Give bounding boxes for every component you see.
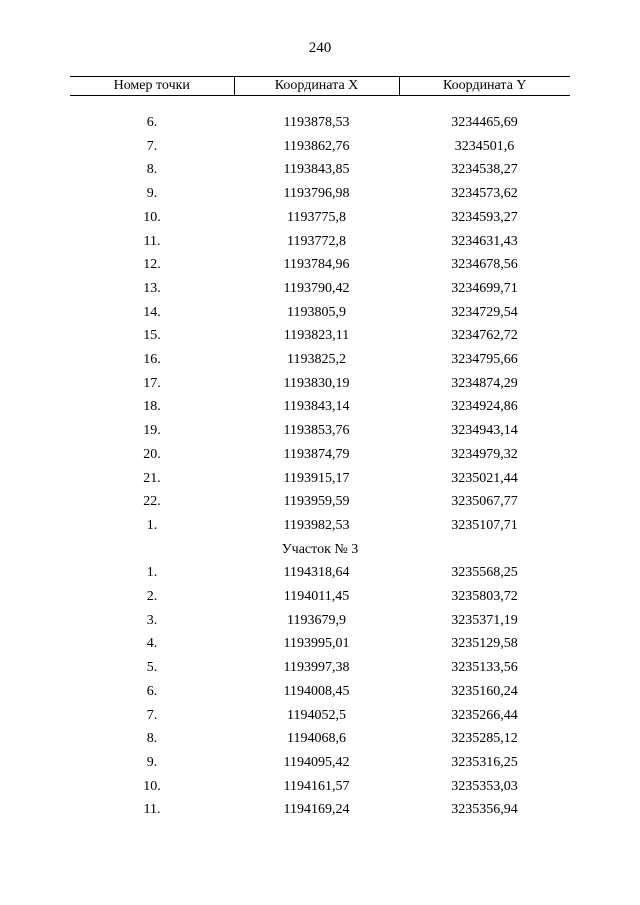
section-header-row (70, 538, 570, 562)
coordinate-x-cell: 1194008,45 (283, 683, 350, 699)
point-number-cell: 8. (146, 162, 158, 178)
coordinate-y-cell: 3235316,25 (451, 754, 518, 770)
coordinate-x-cell: 1194011,45 (283, 589, 350, 605)
header-row (70, 77, 570, 96)
coordinate-y-cell: 3234631,43 (451, 233, 518, 249)
coordinate-y-cell: 3235107,71 (451, 517, 518, 533)
point-number-cell: 12. (143, 257, 161, 273)
point-number-cell: 16. (143, 352, 161, 368)
point-number-cell: 10. (143, 778, 161, 794)
table-row (70, 111, 570, 135)
table-header (70, 77, 570, 96)
coordinate-y-cell: 3234593,27 (451, 209, 518, 225)
point-number-cell: 13. (143, 280, 161, 296)
coordinate-x-cell: 1193784,96 (283, 257, 350, 273)
table-row (70, 798, 570, 822)
coordinate-y-cell: 3234924,86 (451, 399, 518, 415)
point-number-cell: 7. (146, 138, 158, 154)
point-number-cell: 4. (146, 636, 158, 652)
point-number-cell: 2. (146, 589, 158, 605)
point-number-cell: 5. (146, 660, 158, 676)
coordinate-y-cell: 3235803,72 (451, 589, 518, 605)
table-row (70, 632, 570, 656)
point-number-cell: 11. (143, 802, 161, 818)
header-point-number: Номер точки (70, 77, 234, 96)
point-number-cell: 6. (146, 115, 158, 130)
coordinate-x-cell: 1193853,76 (283, 423, 350, 439)
coordinate-x-cell: 1193775,8 (287, 209, 346, 225)
table-row (70, 656, 570, 680)
coordinate-y-cell: 3235356,94 (451, 802, 518, 818)
section-label: Участок № 3 (281, 541, 359, 557)
table-row (70, 253, 570, 277)
table-row (70, 395, 570, 419)
point-number-cell: 3. (146, 612, 158, 628)
coordinate-y-cell: 3234795,66 (451, 352, 518, 368)
point-number-cell: 8. (146, 731, 158, 747)
coordinate-x-cell: 1193796,98 (283, 186, 350, 202)
coordinate-x-cell: 1193959,59 (283, 494, 350, 510)
table-row (70, 680, 570, 704)
coordinate-x-cell: 1193772,8 (287, 233, 346, 249)
point-number-cell: 22. (143, 494, 161, 510)
coordinate-x-cell: 1193679,9 (287, 612, 346, 628)
table-row (70, 585, 570, 609)
header-coordinate-y: Координата Y (399, 77, 570, 96)
table-row (70, 443, 570, 467)
coordinate-x-cell: 1194318,64 (283, 565, 350, 581)
coordinate-y-cell: 3234699,71 (451, 280, 518, 296)
coordinate-y-cell: 3235371,19 (451, 612, 518, 628)
coordinate-x-cell: 1193790,42 (283, 280, 350, 296)
coordinate-y-cell: 3235160,24 (451, 683, 518, 699)
point-number-cell: 14. (143, 304, 161, 320)
coordinates-table (70, 76, 570, 822)
coordinate-y-cell: 3234573,62 (451, 186, 518, 202)
table-row (70, 182, 570, 206)
point-number-cell: 1. (146, 565, 158, 581)
table-row (70, 301, 570, 325)
table-row (70, 775, 570, 799)
coordinate-x-cell: 1193878,53 (283, 115, 350, 130)
coordinate-x-cell: 1193843,85 (283, 162, 350, 178)
table-row (70, 727, 570, 751)
coordinate-x-cell: 1194169,24 (283, 802, 350, 818)
table-body (70, 96, 570, 823)
table-row (70, 514, 570, 538)
point-number-cell: 1. (146, 517, 158, 533)
point-number-cell: 19. (143, 423, 161, 439)
coordinate-y-cell: 3235568,25 (451, 565, 518, 581)
table-row (70, 419, 570, 443)
table-row (70, 561, 570, 585)
coordinate-x-cell: 1193823,11 (283, 328, 350, 344)
coordinate-x-cell: 1193995,01 (283, 636, 350, 652)
point-number-cell: 9. (146, 186, 158, 202)
coordinate-y-cell: 3235067,77 (451, 494, 518, 510)
table-row (70, 609, 570, 633)
point-number-cell: 11. (143, 233, 161, 249)
coordinate-x-cell: 1194161,57 (283, 778, 350, 794)
table-row (70, 704, 570, 728)
coordinate-y-cell: 3234762,72 (451, 328, 518, 344)
coordinate-y-cell: 3234678,56 (451, 257, 518, 273)
coordinate-x-cell: 1193805,9 (287, 304, 346, 320)
coordinate-x-cell: 1193843,14 (283, 399, 350, 415)
coordinate-x-cell: 1193874,79 (283, 446, 350, 462)
coordinate-y-cell: 3234943,14 (451, 423, 518, 439)
header-coordinate-x: Координата X (234, 77, 399, 96)
coordinate-y-cell: 3234501,6 (454, 138, 515, 154)
table-row (70, 158, 570, 182)
point-number-cell: 21. (143, 470, 161, 486)
coordinate-x-cell: 1193915,17 (283, 470, 350, 486)
table-row (70, 467, 570, 491)
point-number-cell: 6. (146, 683, 158, 699)
coordinate-x-cell: 1194095,42 (283, 754, 350, 770)
spacer-row (70, 96, 570, 112)
page-number: 240 (308, 40, 332, 56)
coordinate-y-cell: 3234729,54 (451, 304, 518, 320)
point-number-cell: 7. (146, 707, 158, 723)
coordinate-y-cell: 3235021,44 (451, 470, 518, 486)
table-row (70, 372, 570, 396)
table-row (70, 324, 570, 348)
coordinate-x-cell: 1193862,76 (283, 138, 350, 154)
coordinate-x-cell: 1193982,53 (283, 517, 350, 533)
table-row (70, 751, 570, 775)
coordinate-x-cell: 1193825,2 (287, 352, 346, 368)
coordinate-y-cell: 3235285,12 (451, 731, 518, 747)
table-row (70, 230, 570, 254)
table-row (70, 277, 570, 301)
table-row (70, 348, 570, 372)
point-number-cell: 10. (143, 209, 161, 225)
coordinate-y-cell: 3234979,32 (451, 446, 518, 462)
coordinate-y-cell: 3234538,27 (451, 162, 518, 178)
coordinate-y-cell: 3234465,69 (451, 115, 518, 130)
point-number-cell: 18. (143, 399, 161, 415)
table-row (70, 490, 570, 514)
point-number-cell: 9. (146, 754, 158, 770)
coordinate-y-cell: 3235266,44 (451, 707, 518, 723)
point-number-cell: 15. (143, 328, 161, 344)
point-number-cell: 17. (143, 375, 161, 391)
coordinate-y-cell: 3235353,03 (451, 778, 518, 794)
point-number-cell: 20. (143, 446, 161, 462)
coordinate-x-cell: 1193997,38 (283, 660, 350, 676)
coordinate-y-cell: 3235133,56 (451, 660, 518, 676)
table-row (70, 135, 570, 159)
coordinate-x-cell: 1193830,19 (283, 375, 350, 391)
coordinate-x-cell: 1194052,5 (287, 707, 346, 723)
spacer-cell (70, 96, 570, 112)
table-row (70, 206, 570, 230)
coordinate-x-cell: 1194068,6 (287, 731, 346, 747)
coordinate-y-cell: 3234874,29 (451, 375, 518, 391)
coordinate-y-cell: 3235129,58 (451, 636, 518, 652)
